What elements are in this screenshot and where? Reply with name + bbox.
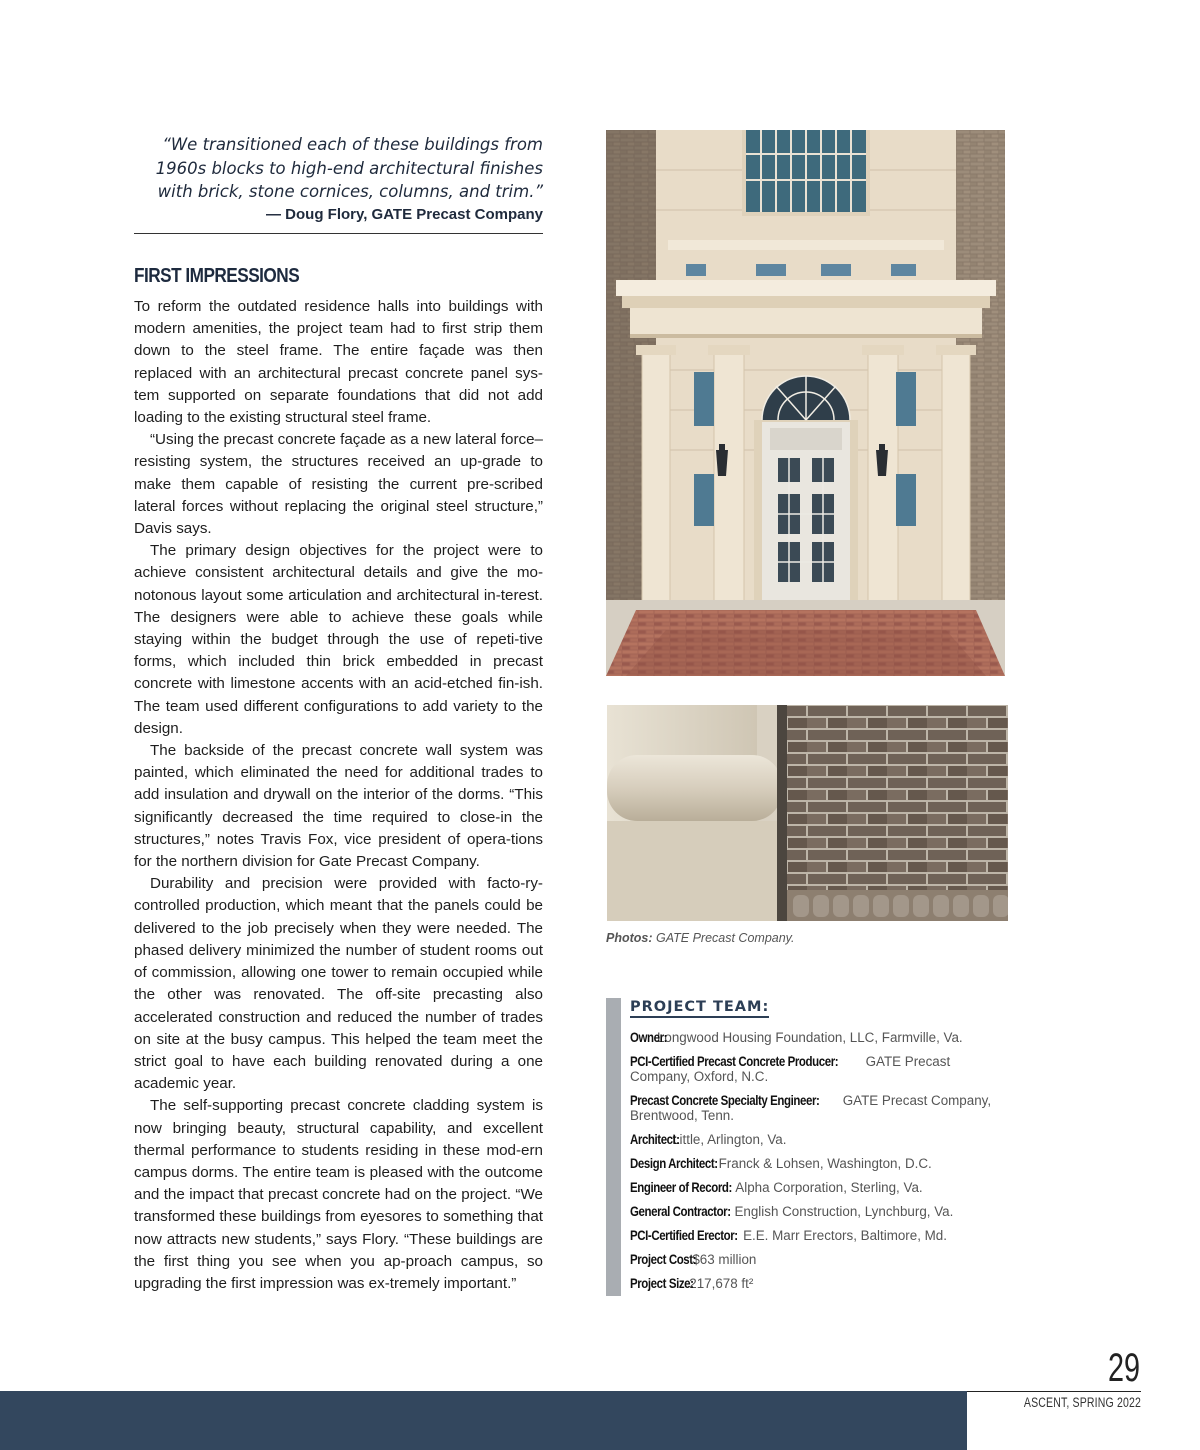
team-value: $63 million bbox=[692, 1252, 757, 1267]
team-value: GATE Precast Company, Oxford, N.C. bbox=[630, 1054, 951, 1084]
project-team-title: PROJECT TEAM: bbox=[630, 999, 769, 1018]
pull-quote-line: 1960s blocks to high-end architectural finishes bbox=[155, 158, 543, 178]
article-paragraph: The backside of the precast concrete wall system was painted, which eliminated the need for additional trades to add insulation and drywall on the interior of the dorms. “This significantly decreased the time required to close-in the structures,” notes Travis Fox, vice president of opera-tions for the northern division for Gate Precast Company. bbox=[134, 742, 543, 871]
photo-caption-label: Photos: bbox=[606, 931, 653, 945]
article-body bbox=[134, 296, 543, 1295]
team-item-owner bbox=[630, 1030, 1010, 1045]
article-paragraph: The primary design objectives for the project were to achieve consistent architectural details and give the mo-notonous layout some articulation and architectural in-terest. The designers were able to achieve these goals while staying within the budget through the use of repeti-tive forms, which included thin brick embedded in precast concrete with limestone accents with an acid-etched fin-ish. The team used different configurations to add variety to the design. bbox=[134, 542, 543, 737]
team-item-general-contractor bbox=[630, 1204, 1010, 1219]
team-role: Owner: bbox=[630, 1029, 668, 1045]
building-entrance-photo bbox=[606, 130, 1005, 676]
team-role: Project Size: bbox=[630, 1275, 694, 1291]
section-heading: FIRST IMPRESSIONS bbox=[134, 265, 300, 287]
team-value: Franck & Lohsen, Washington, D.C. bbox=[718, 1156, 932, 1171]
team-value: Longwood Housing Foundation, LLC, Farmville, Va. bbox=[656, 1030, 963, 1045]
article-paragraph: “Using the precast concrete façade as a new lateral force–resisting system, the structures received an up-grade to make them capable of resisting the current pre-scribed lateral forces without replacing the original steel structure,” Davis says. bbox=[134, 431, 543, 538]
project-team-list bbox=[630, 1030, 1010, 1300]
team-item-design-architect bbox=[630, 1156, 1010, 1171]
precast-detail-photo bbox=[607, 705, 1008, 921]
team-item-engineer-of-record bbox=[630, 1180, 1010, 1195]
footer-bar bbox=[0, 1391, 967, 1450]
photo-caption-credit: GATE Precast Company. bbox=[652, 931, 795, 945]
footer-divider bbox=[967, 1391, 1141, 1392]
article-paragraph: Durability and precision were provided with facto-ry-controlled production, which meant that the panels could be delivered to the job precisely when they were needed. The phased delivery minimized the number of student rooms out of commission, allowing one tower to remain occupied while the other was renovated. The off-site precasting also accelerated construction and reduced the number of trades on site at the busy campus. This helped the team meet the strict goal to have each building renovated during a one academic year. bbox=[134, 875, 543, 1093]
team-role: PCI-Certified Precast Concrete Producer: bbox=[630, 1053, 839, 1069]
team-item-erector bbox=[630, 1228, 1010, 1243]
page-number: 29 bbox=[1107, 1346, 1140, 1390]
team-role: General Contractor: bbox=[630, 1203, 731, 1219]
team-item-project-cost bbox=[630, 1252, 1010, 1267]
pull-quote-attribution: — Doug Flory, GATE Precast Company bbox=[266, 205, 543, 223]
team-value: E.E. Marr Erectors, Baltimore, Md. bbox=[743, 1228, 947, 1243]
team-item-project-size bbox=[630, 1276, 1010, 1291]
team-value: 217,678 ft² bbox=[689, 1276, 754, 1291]
article-paragraph: The self-supporting precast concrete cladding system is now bringing beauty, structural capability, and excellent thermal performance to students residing in these mod-ern campus dorms. The entire team is pleased with the outcome and the impact that precast concrete had on the project. “We transformed these buildings from eyesores to something that now attracts new students,” says Flory. “These buildings are the first thing you see when you ap-proach campus, so upgrading the first impression was ex-tremely important.” bbox=[134, 1097, 543, 1292]
team-item-architect bbox=[630, 1132, 1010, 1147]
issue-label: ASCENT, SPRING 2022 bbox=[1023, 1395, 1141, 1410]
team-value: GATE Precast Company, Brentwood, Tenn. bbox=[630, 1093, 992, 1123]
pull-quote-line: “We transitioned each of these buildings from bbox=[162, 135, 543, 154]
photo-caption bbox=[606, 931, 794, 945]
team-role: PCI-Certified Erector: bbox=[630, 1227, 738, 1243]
team-value: Alpha Corporation, Sterling, Va. bbox=[735, 1180, 923, 1195]
project-team-accent-bar bbox=[606, 998, 621, 1296]
article-paragraph: To reform the outdated residence halls into buildings with modern amenities, the project team had to first strip them down to the steel frame. The entire façade was then replaced with an architectural precast concrete panel sys-tem supported on separate foundations that did not add loading to the existing structural steel frame. bbox=[134, 298, 543, 427]
pull-quote bbox=[134, 133, 543, 226]
team-item-producer bbox=[630, 1054, 1010, 1084]
quote-divider bbox=[134, 233, 543, 234]
team-role: Engineer of Record: bbox=[630, 1179, 732, 1195]
pull-quote-line: with brick, stone cornices, columns, and trim.” bbox=[157, 182, 543, 201]
team-role: Architect: bbox=[630, 1131, 680, 1147]
team-role: Design Architect: bbox=[630, 1155, 718, 1171]
team-value: English Construction, Lynchburg, Va. bbox=[734, 1204, 954, 1219]
team-item-engineer bbox=[630, 1093, 1010, 1123]
team-role: Project Cost: bbox=[630, 1251, 697, 1267]
team-value: Little, Arlington, Va. bbox=[672, 1132, 787, 1147]
team-role: Precast Concrete Specialty Engineer: bbox=[630, 1092, 820, 1108]
